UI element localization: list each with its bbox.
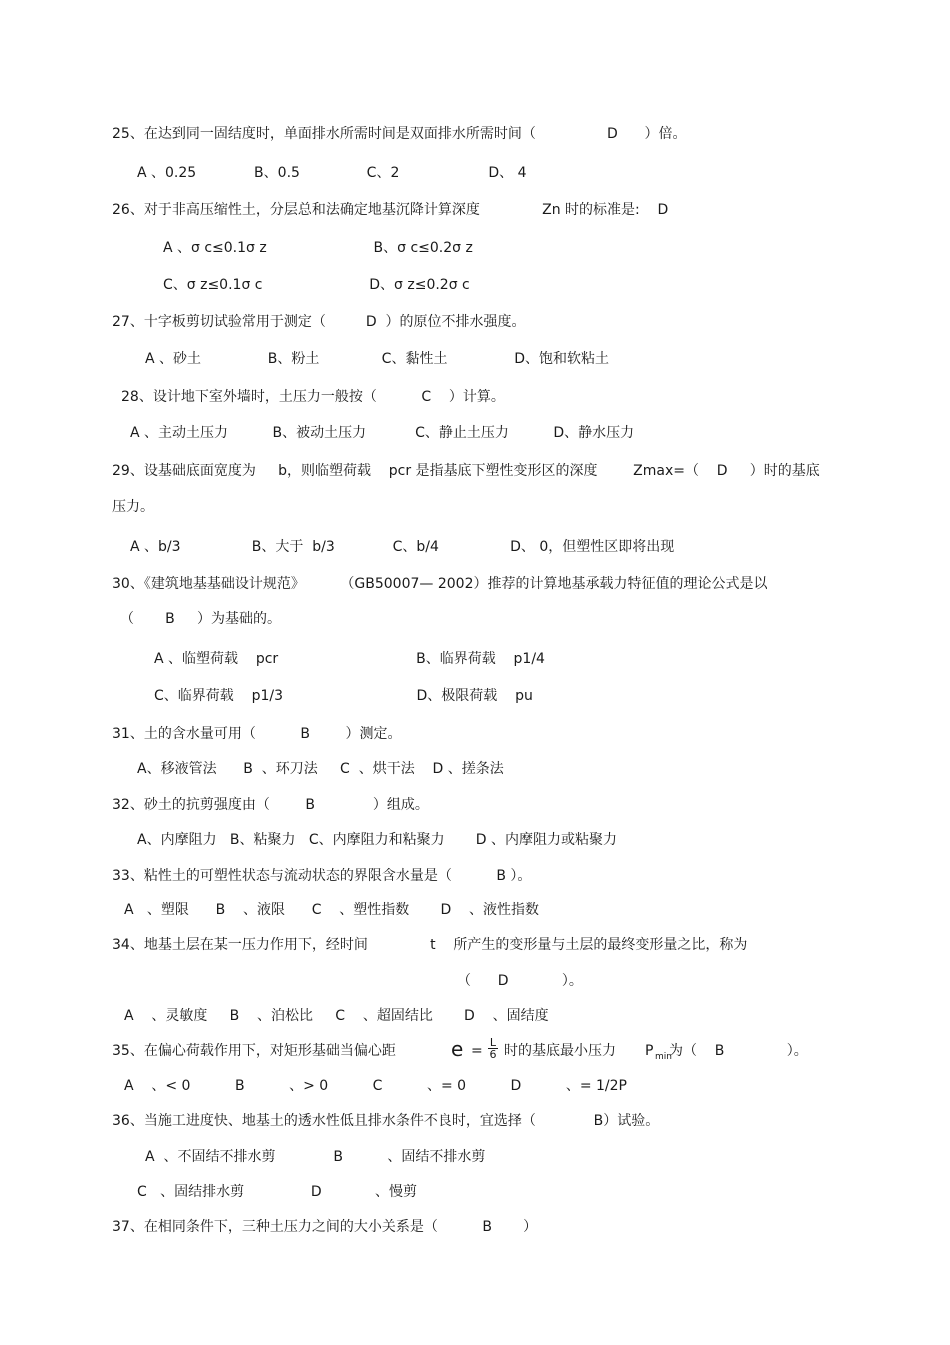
question-34-line-2: （ D ）。 [457,973,583,989]
question-26-options-ab: A 、σ c≤0.1σ z B、σ c≤0.2σ z [163,240,473,256]
question-27: 27、十字板剪切试验常用于测定（ D ）的原位不排水强度。 [112,314,526,330]
question-37: 37、在相同条件下，三种土压力之间的大小关系是（ B ） [112,1219,538,1235]
question-29-line-2: 压力。 [112,499,154,515]
pressure-symbol: P [645,1043,654,1059]
question-36-options-ab: A 、不固结不排水剪 B 、固结不排水剪 [145,1149,486,1165]
question-31-options: A、移液管法 B 、环刀法 C 、烘干法 D 、搓条法 [137,761,504,777]
question-33: 33、粘性土的可塑性状态与流动状态的界限含水量是（ B ）。 [112,868,532,884]
question-26-options-cd: C、σ z≤0.1σ c D、σ z≤0.2σ c [163,277,470,293]
pressure-subscript: min [655,1052,672,1062]
question-30-line-1: 30、《建筑地基基础设计规范》 （GB50007— 2002）推荐的计算地基承载力特征值的理论公式是以 [112,576,768,592]
question-25-options: A 、0.25 B、0.5 C、2 D、 4 [137,165,527,181]
question-32-options: A、内摩阻力 B、粘聚力 C、内摩阻力和粘聚力 D 、内摩阻力或粘聚力 [137,832,618,848]
question-28-options: A 、主动土压力 B、被动土压力 C、静止土压力 D、静水压力 [130,425,635,441]
question-35-text-end: 为（ B ）。 [669,1043,808,1059]
question-35-text-start: 35、在偏心荷载作用下，对矩形基础当偏心距 [112,1043,396,1059]
question-34-line-1: 34、地基土层在某一压力作用下，经时间 t 所产生的变形量与土层的最终变形量之比，称为 [112,937,748,953]
question-31: 31、土的含水量可用（ B ）测定。 [112,726,402,742]
question-36: 36、当施工进度快、地基土的透水性低且排水条件不良时，宜选择（ B）试验。 [112,1113,660,1129]
fraction-numerator: L [489,1036,497,1049]
question-33-options: A 、塑限 B 、液限 C 、塑性指数 D 、液性指数 [124,902,540,918]
question-34-options: A 、灵敏度 B 、泊松比 C 、超固结比 D 、固结度 [124,1008,549,1024]
question-30-options-cd: C、临界荷载 p1/3 D、极限荷载 pu [154,688,533,704]
question-27-options: A 、砂土 B、粉土 C、黏性土 D、饱和软粘土 [145,351,609,367]
question-36-options-cd: C 、固结排水剪 D 、慢剪 [137,1184,418,1200]
fraction-denominator: 6 [489,1048,497,1061]
question-28: 28、设计地下室外墙时，土压力一般按（ C ）计算。 [121,389,505,405]
question-30-options-ab: A 、临塑荷载 pcr B、临界荷载 p1/4 [154,651,545,667]
fraction-l-over-6 [488,1037,498,1060]
question-29-options: A 、b/3 B、大于 b/3 C、b/4 D、 0，但塑性区即将出现 [130,539,675,555]
question-35-text-mid: 时的基底最小压力 [504,1043,616,1059]
question-25: 25、在达到同一固结度时，单面排水所需时间是双面排水所需时间（ D ）倍。 [112,126,687,142]
question-29-line-1: 29、设基础底面宽度为 b，则临塑荷载 pcr 是指基底下塑性变形区的深度 Zmax=（ D ）时的基底 [112,463,820,479]
equals-sign: = [471,1043,483,1059]
eccentricity-symbol: e [451,1037,464,1061]
question-30-line-2: （ B ）为基础的。 [120,611,282,627]
question-35-options: A 、< 0 B 、> 0 C 、= 0 D 、= 1/2P [124,1078,627,1094]
question-26: 26、对于非高压缩性土，分层总和法确定地基沉降计算深度 Zn 时的标准是: D [112,202,669,218]
question-32: 32、砂土的抗剪强度由（ B ）组成。 [112,797,429,813]
